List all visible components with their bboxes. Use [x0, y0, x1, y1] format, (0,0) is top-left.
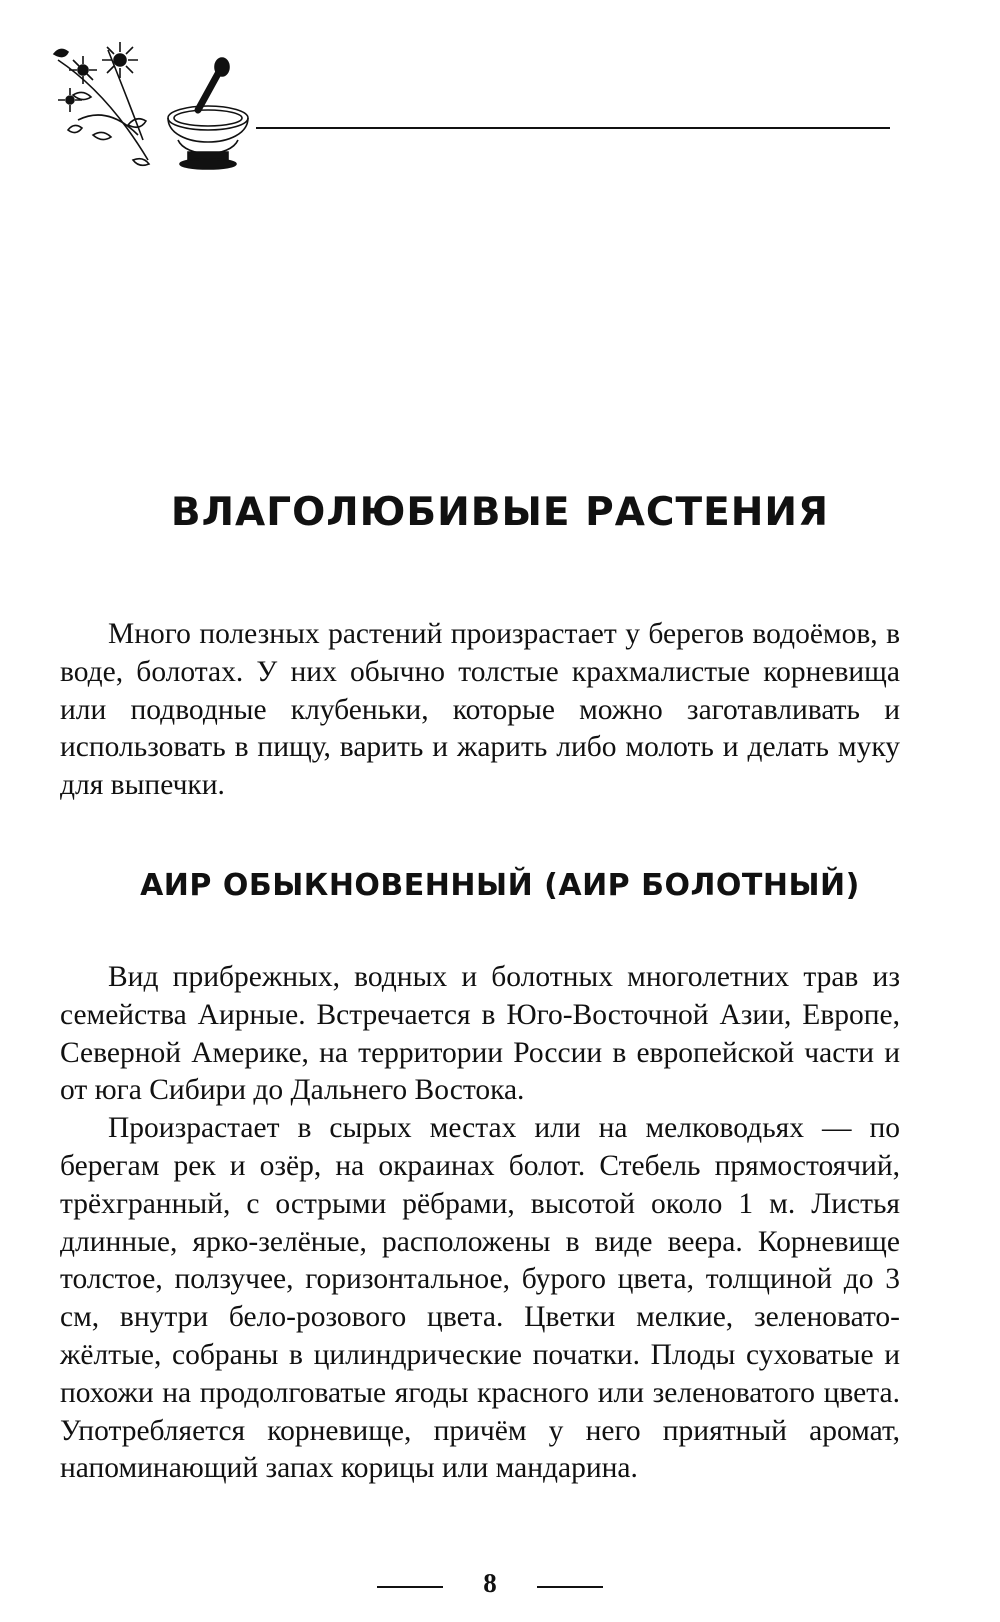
article-title: АИР ОБЫКНОВЕННЫЙ (АИР БОЛОТНЫЙ): [140, 868, 860, 903]
section-intro: [60, 616, 900, 805]
footer-rule-left: [377, 1586, 443, 1588]
article-paragraph: Вид прибрежных, водных и болотных многолетних трав из семейства Аирные. Встречается в Юго-Восточной Азии, Европе, Северной Америке, на территории России в европейской части и от юга Сибири до Дальнего Востока.: [60, 961, 900, 1107]
page-footer: [0, 1568, 1000, 1604]
section-title: ВЛАГОЛЮБИВЫЕ РАСТЕНИЯ: [170, 490, 830, 535]
article-paragraph: Произрастает в сырых местах или на мелководьях — по берегам рек и озёр, на окраинах болот. Стебель прямостоячий, трёхгранный, с острыми рёбрами, высотой около 1 м. Листья длинные, ярко-зелёные, расположены в виде веера. Корневище толстое, ползучее, горизонтальное, бурого цвета, толщиной до 3 см, внутри бело-розового цвета. Цветки мелкие, зеленовато-жёлтые, собраны в цилиндрические початки. Плоды суховатые и похожи на продолговатые ягоды красного или зеленоватого цвета. Употребляется корневище, причём у него приятный аромат, напоминающий запах корицы или мандарина.: [60, 1112, 900, 1485]
page-number: 8: [483, 1568, 497, 1598]
footer-rule-right: [537, 1586, 603, 1588]
intro-paragraph: Много полезных растений произрастает у берегов водоёмов, в воде, болотах. У них обычно толстые крахмалистые корневища или подводные клубеньки, которые можно заготавливать и использовать в пищу, варить и жарить либо молоть и делать муку для выпечки.: [60, 618, 900, 802]
article-body: [60, 959, 900, 1488]
herb-mortar-pestle-illustration: [48, 40, 258, 180]
header-rule: [256, 127, 890, 129]
